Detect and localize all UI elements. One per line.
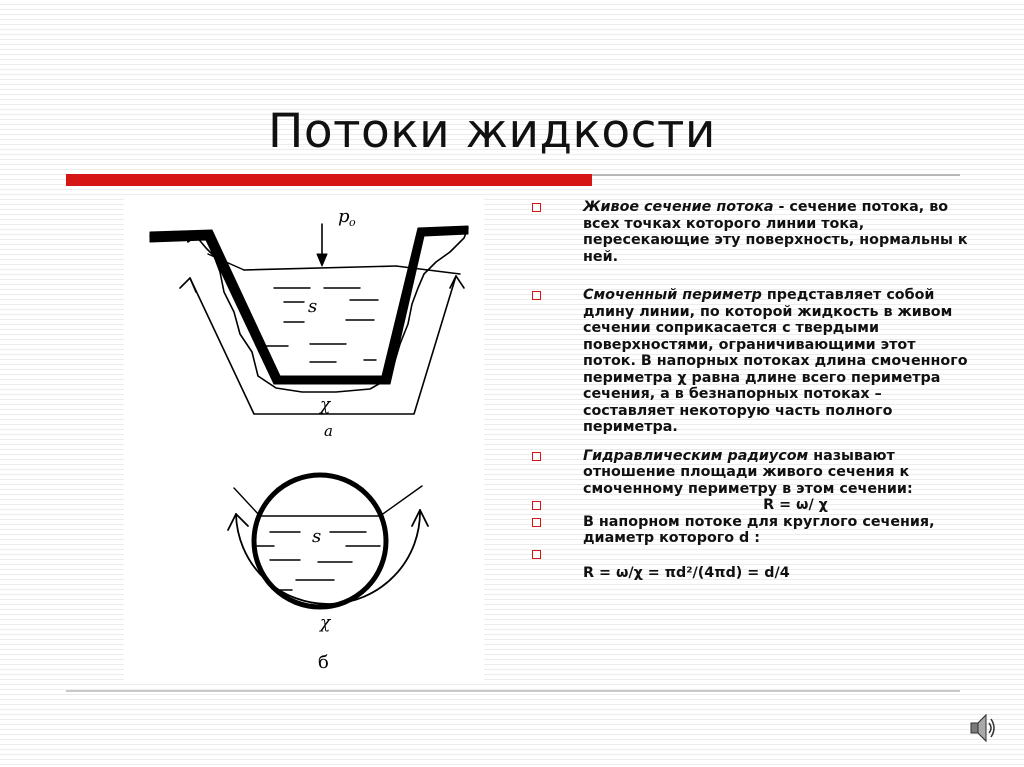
label-area-s-a: s [308,296,318,317]
bullet-marker-icon [532,501,541,510]
footer-divider-line [66,690,960,692]
bullet-hydraulic-radius: Гидравлическим радиусом называют отношение площади живого сечения к смоченному периметру в этом сечении: [532,448,968,498]
bullet-wetted-perimeter: Смоченный периметр представляет собой длину линии, по которой жидкость в живом сечении соприкасается с твердыми поверхностями, ограничивающими этот поток. В напорных потоках длина смоченного периметра χ равна длине всего периметра сечения, а в безнапорных потоках – составляет некоторую часть полного периметра. [532,287,968,436]
bullet-formula-r: R = ω/ χ [532,497,968,514]
bullet-marker-icon [532,518,541,527]
label-chi-a: χ [320,395,331,415]
label-fig-b: б [318,652,329,673]
bullet-marker-icon [532,452,541,461]
speaker-icon[interactable] [968,711,998,745]
slide-title: Потоки жидкости [268,104,716,159]
label-area-s-b: s [312,526,322,547]
bullet-marker-icon [532,550,541,559]
label-chi-b: χ [320,613,331,633]
bullet-marker-icon [532,291,541,300]
bullet-live-section: Живое сечение потока - сечение потока, во всех точках которого линии тока, пересекающие эту поверхность, нормальны к ней. [532,199,968,265]
figure-drawing [124,196,484,680]
title-divider-line [592,174,960,176]
bullet-marker-icon [532,203,541,212]
label-p0-sub: o [349,216,356,229]
label-fig-a: a [324,422,333,440]
title-accent-bar [66,174,592,186]
bullet-pressure-flow: В напорном потоке для круглого сечения, диаметр которого d : [532,514,968,547]
label-p0: p [338,206,350,227]
bullet-formula-circle: R = ω/χ = πd²/(4πd) = d/4 [532,551,968,582]
definitions-list [532,199,968,581]
channel-cross-section-figure [124,196,484,680]
